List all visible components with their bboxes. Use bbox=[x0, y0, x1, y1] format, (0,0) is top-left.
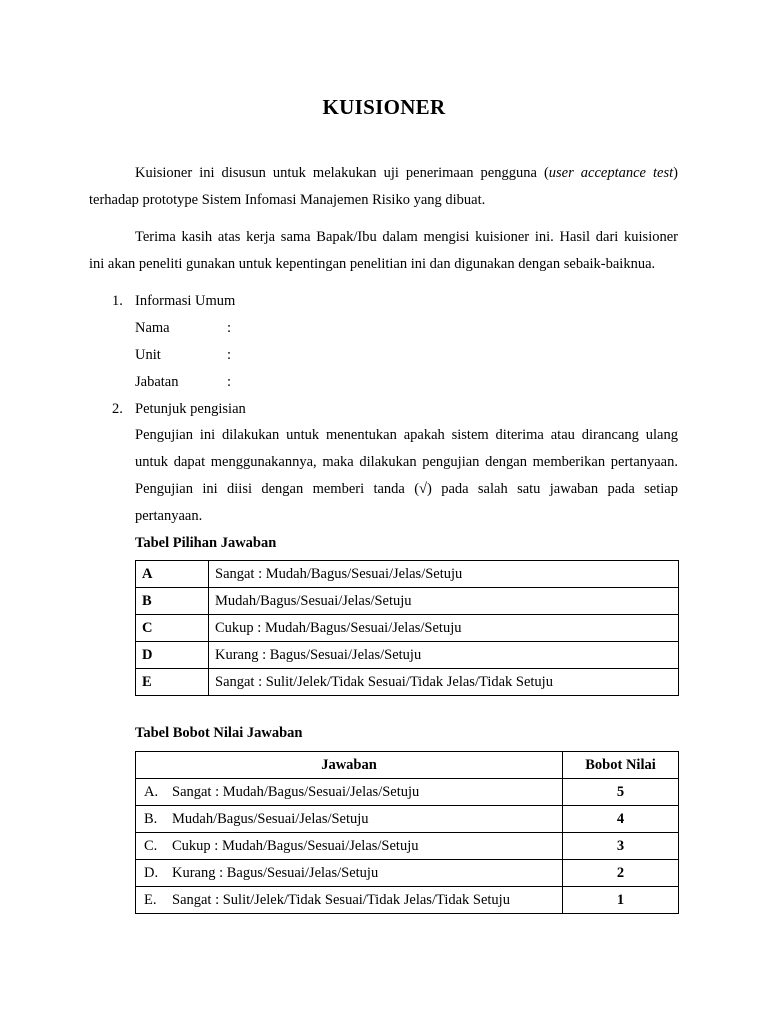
table-cell-value: Kurang : Bagus/Sesuai/Jelas/Setuju bbox=[209, 642, 679, 669]
table-cell-key: C bbox=[136, 615, 209, 642]
table-row bbox=[136, 833, 679, 860]
table-pilihan-jawaban bbox=[135, 560, 679, 696]
intro-paragraph-2-line-1: Terima kasih atas kerja sama Bapak/Ibu dalam mengisi kuisioner ini. Hasil dari kuisioner bbox=[135, 229, 678, 245]
column-header-bobot: Bobot Nilai bbox=[563, 752, 679, 779]
table-cell-value: Sangat : Mudah/Bagus/Sesuai/Jelas/Setuju bbox=[209, 561, 679, 588]
table-cell-answer: C. Cukup : Mudah/Bagus/Sesuai/Jelas/Setuju bbox=[136, 833, 563, 860]
intro-paragraph-1 bbox=[89, 160, 678, 214]
page-title: KUISIONER bbox=[322, 95, 446, 119]
table-cell-score: 1 bbox=[563, 887, 679, 914]
table-row bbox=[136, 588, 679, 615]
field-jabatan: Jabatan : bbox=[135, 374, 232, 390]
section-informasi-umum-heading: 1. Informasi Umum bbox=[112, 293, 236, 309]
table-cell-key: A bbox=[136, 561, 209, 588]
table-cell-value: Sangat : Sulit/Jelek/Tidak Sesuai/Tidak Jelas/Tidak Setuju bbox=[209, 669, 679, 696]
table-cell-value: Cukup : Mudah/Bagus/Sesuai/Jelas/Setuju bbox=[209, 615, 679, 642]
table-row bbox=[136, 779, 679, 806]
table-cell-score: 5 bbox=[563, 779, 679, 806]
intro-paragraph-1-line-1: Kuisioner ini disusun untuk melakukan uji penerimaan pengguna (user acceptance test) bbox=[135, 165, 678, 181]
table-cell-value: Mudah/Bagus/Sesuai/Jelas/Setuju bbox=[209, 588, 679, 615]
table-row bbox=[136, 806, 679, 833]
table-row bbox=[136, 860, 679, 887]
table-cell-score: 4 bbox=[563, 806, 679, 833]
table-pilihan-title: Tabel Pilihan Jawaban bbox=[135, 535, 277, 551]
field-unit: Unit : bbox=[135, 347, 232, 363]
table-row bbox=[136, 561, 679, 588]
column-header-jawaban: Jawaban bbox=[136, 752, 563, 779]
table-cell-key: E bbox=[136, 669, 209, 696]
instructions-text: Pengujian ini dilakukan untuk menentukan apakah sistem diterima atau dirancang ulang untuk dapat menggunakannya, maka dilakukan pengujian dengan memberikan pertanyaan. Pengujian ini diisi dengan memberi tanda (√) pada salah satu jawaban pada setiap pertanyaan. bbox=[135, 427, 678, 524]
table-bobot-title: Tabel Bobot Nilai Jawaban bbox=[135, 725, 303, 741]
section-petunjuk-heading: 2. Petunjuk pengisian bbox=[112, 401, 246, 417]
table-cell-key: B bbox=[136, 588, 209, 615]
table-cell-answer: B. Mudah/Bagus/Sesuai/Jelas/Setuju bbox=[136, 806, 563, 833]
table-cell-score: 2 bbox=[563, 860, 679, 887]
intro-italic-term: user acceptance test bbox=[548, 165, 674, 181]
intro-paragraph-2-line-2: ini akan peneliti gunakan untuk kepentingan penelitian ini dan digunakan dengan sebaik-baiknua. bbox=[89, 256, 656, 272]
table-row bbox=[136, 669, 679, 696]
table-cell-score: 3 bbox=[563, 833, 679, 860]
table-cell-answer: D. Kurang : Bagus/Sesuai/Jelas/Setuju bbox=[136, 860, 563, 887]
intro-paragraph-2 bbox=[89, 224, 678, 278]
table-cell-answer: A. Sangat : Mudah/Bagus/Sesuai/Jelas/Setuju bbox=[136, 779, 563, 806]
field-nama: Nama : bbox=[135, 320, 232, 336]
table-cell-answer: E. Sangat : Sulit/Jelek/Tidak Sesuai/Tidak Jelas/Tidak Setuju bbox=[136, 887, 563, 914]
table-row bbox=[136, 615, 679, 642]
table-bobot-nilai bbox=[135, 751, 679, 914]
table-header-row bbox=[136, 752, 679, 779]
table-cell-key: D bbox=[136, 642, 209, 669]
table-row bbox=[136, 642, 679, 669]
table-row bbox=[136, 887, 679, 914]
intro-paragraph-1-line-2: terhadap prototype Sistem Infomasi Manajemen Risiko yang dibuat. bbox=[89, 192, 486, 208]
